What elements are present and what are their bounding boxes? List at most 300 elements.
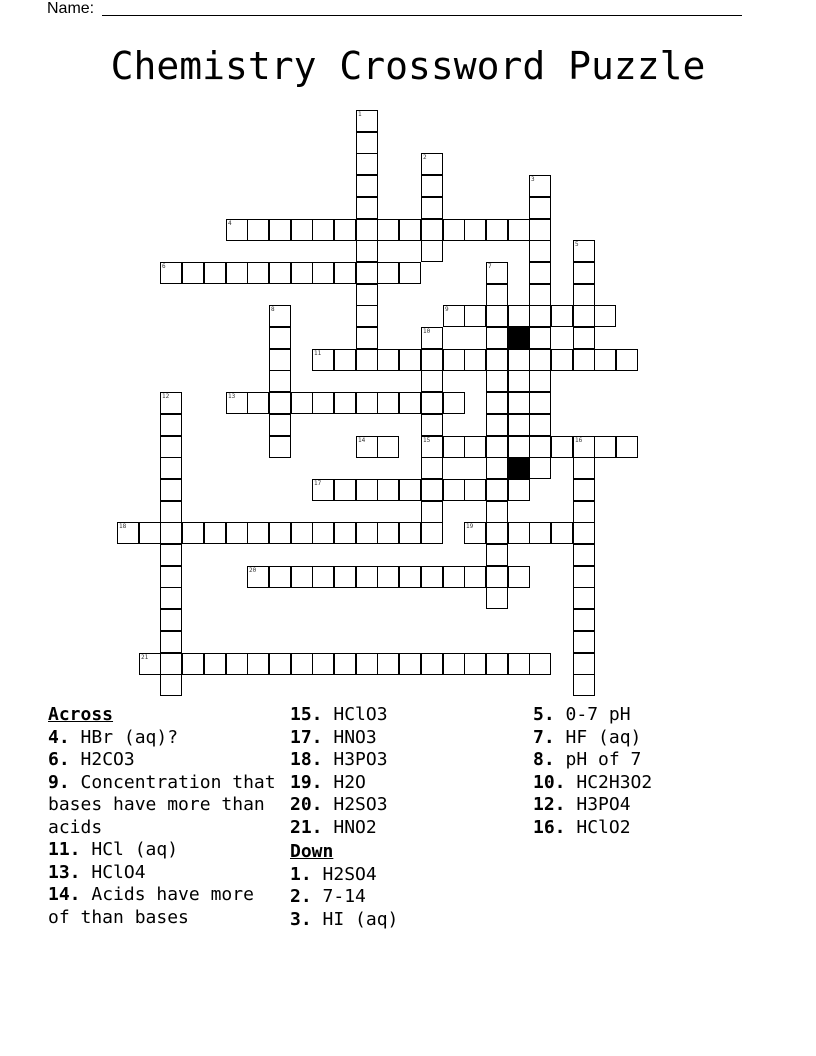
across-clue — [290, 727, 525, 750]
grid-cell[interactable] — [529, 414, 551, 436]
grid-cell[interactable] — [529, 327, 551, 349]
across-clue — [290, 817, 525, 840]
grid-cell[interactable] — [573, 349, 595, 371]
grid-cell[interactable] — [529, 392, 551, 414]
grid-cell[interactable] — [573, 284, 595, 306]
clue-text: pH of 7 — [565, 749, 642, 770]
clue-number: 17. — [290, 726, 323, 748]
grid-cell[interactable] — [204, 522, 226, 544]
grid-cell[interactable] — [182, 262, 204, 284]
grid-cell[interactable] — [508, 653, 530, 675]
grid-cell[interactable] — [356, 110, 378, 132]
grid-cell[interactable] — [160, 674, 182, 696]
across-clue — [290, 704, 525, 727]
grid-cell[interactable] — [139, 522, 161, 544]
grid-cell[interactable] — [291, 653, 313, 675]
grid-cell[interactable] — [269, 436, 291, 458]
grid-cell[interactable] — [226, 262, 248, 284]
grid-cell[interactable] — [160, 501, 182, 523]
grid-cell[interactable] — [247, 392, 269, 414]
across-clue — [48, 727, 280, 750]
down-clue — [533, 794, 773, 817]
clue-number: 16. — [533, 816, 566, 838]
grid-cell[interactable] — [377, 522, 399, 544]
grid-cell[interactable] — [312, 522, 334, 544]
grid-cell[interactable] — [182, 522, 204, 544]
clue-column-1 — [48, 704, 280, 929]
grid-cell[interactable] — [443, 653, 465, 675]
clue-number: 5. — [533, 704, 555, 725]
grid-cell[interactable] — [529, 436, 551, 458]
grid-cell[interactable] — [399, 653, 421, 675]
grid-cell[interactable] — [529, 457, 551, 479]
grid-cell[interactable] — [421, 370, 443, 392]
grid-cell[interactable] — [486, 349, 508, 371]
clue-text: HClO4 — [91, 861, 146, 883]
grid-cell[interactable] — [443, 479, 465, 501]
grid-cell[interactable] — [421, 566, 443, 588]
grid-cell[interactable] — [269, 522, 291, 544]
grid-cell[interactable] — [486, 479, 508, 501]
grid-cell[interactable] — [421, 240, 443, 262]
grid-cell[interactable] — [443, 436, 465, 458]
grid-cell[interactable] — [160, 631, 182, 653]
grid-cell[interactable] — [508, 522, 530, 544]
across-clue-list-part-2 — [290, 704, 525, 839]
cell-number: 18 — [119, 523, 127, 530]
grid-cell[interactable] — [334, 219, 356, 241]
grid-cell[interactable] — [508, 436, 530, 458]
grid-cell[interactable] — [529, 349, 551, 371]
grid-cell[interactable] — [486, 653, 508, 675]
grid-cell[interactable] — [160, 392, 182, 414]
across-clue — [290, 794, 525, 817]
cell-number: 9 — [445, 306, 449, 313]
clue-number: 11. — [48, 839, 81, 860]
grid-cell[interactable] — [160, 609, 182, 631]
grid-cell[interactable] — [269, 349, 291, 371]
grid-cell[interactable] — [551, 349, 573, 371]
grid-cell[interactable] — [312, 479, 334, 501]
grid-cell[interactable] — [226, 392, 248, 414]
down-clue — [290, 909, 525, 932]
grid-cell[interactable] — [486, 327, 508, 349]
grid-cell[interactable] — [508, 219, 530, 241]
across-clue — [48, 884, 280, 929]
grid-cell[interactable] — [334, 566, 356, 588]
clue-number: 18. — [290, 749, 323, 770]
cell-number: 20 — [249, 567, 257, 574]
grid-cell[interactable] — [399, 349, 421, 371]
grid-cell[interactable] — [247, 262, 269, 284]
grid-cell[interactable] — [356, 653, 378, 675]
grid-cell[interactable] — [399, 392, 421, 414]
clue-number: 8. — [533, 749, 555, 770]
grid-cell[interactable] — [573, 262, 595, 284]
clue-text: H3PO4 — [576, 794, 631, 815]
grid-cell[interactable] — [269, 392, 291, 414]
grid-cell[interactable] — [529, 305, 551, 327]
grid-cell[interactable] — [486, 370, 508, 392]
grid-cell[interactable] — [486, 544, 508, 566]
grid-cell[interactable] — [312, 262, 334, 284]
name-label: Name: — [47, 0, 95, 17]
down-clue — [290, 886, 525, 909]
grid-cell[interactable] — [464, 653, 486, 675]
grid-cell[interactable] — [486, 262, 508, 284]
grid-cell[interactable] — [508, 392, 530, 414]
grid-cell[interactable] — [464, 436, 486, 458]
grid-cell[interactable] — [486, 522, 508, 544]
grid-cell[interactable] — [421, 457, 443, 479]
grid-cell[interactable] — [377, 262, 399, 284]
cell-number: 15 — [423, 437, 431, 444]
grid-cell[interactable] — [616, 349, 638, 371]
grid-cell[interactable] — [204, 653, 226, 675]
clue-number: 4. — [48, 726, 70, 748]
grid-cell[interactable] — [573, 609, 595, 631]
across-clue — [48, 839, 280, 862]
grid-cell[interactable] — [594, 349, 616, 371]
across-heading: Across — [48, 704, 114, 725]
across-clue-list-part-1 — [48, 727, 280, 930]
grid-cell[interactable] — [573, 522, 595, 544]
grid-cell[interactable] — [377, 392, 399, 414]
clue-text: HBr (aq)? — [80, 726, 179, 748]
grid-cell[interactable] — [529, 240, 551, 262]
grid-cell[interactable] — [421, 414, 443, 436]
grid-cell[interactable] — [269, 305, 291, 327]
grid-cell[interactable] — [377, 479, 399, 501]
grid-cell[interactable] — [421, 392, 443, 414]
grid-cell[interactable] — [356, 132, 378, 154]
down-clue — [533, 772, 773, 795]
clue-text: H3PO3 — [333, 749, 388, 770]
cell-number: 19 — [466, 523, 474, 530]
grid-cell[interactable] — [421, 219, 443, 241]
clue-number: 19. — [290, 771, 323, 793]
grid-cell[interactable] — [421, 175, 443, 197]
grid-cell[interactable] — [247, 653, 269, 675]
cell-number: 10 — [423, 328, 431, 335]
clue-text: 0-7 pH — [565, 704, 631, 725]
grid-cell[interactable] — [573, 566, 595, 588]
grid-cell[interactable] — [573, 240, 595, 262]
grid-cell[interactable] — [594, 305, 616, 327]
grid-cell[interactable] — [508, 349, 530, 371]
grid-cell[interactable] — [573, 436, 595, 458]
grid-cell[interactable] — [269, 566, 291, 588]
clue-number: 20. — [290, 794, 323, 815]
clue-number: 12. — [533, 794, 566, 815]
grid-cell[interactable] — [226, 653, 248, 675]
grid-cell[interactable] — [160, 653, 182, 675]
grid-cell[interactable] — [117, 522, 139, 544]
clue-number: 10. — [533, 771, 566, 793]
clue-column-2 — [290, 704, 525, 931]
grid-cell[interactable] — [377, 436, 399, 458]
grid-cell[interactable] — [508, 414, 530, 436]
grid-cell[interactable] — [529, 370, 551, 392]
grid-cell[interactable] — [551, 522, 573, 544]
down-heading: Down — [290, 841, 334, 862]
clue-text: HNO2 — [333, 816, 377, 838]
grid-cell[interactable] — [486, 219, 508, 241]
grid-cell[interactable] — [443, 566, 465, 588]
clue-text: H2SO4 — [322, 863, 377, 885]
grid-cell[interactable] — [226, 522, 248, 544]
grid-cell[interactable] — [269, 327, 291, 349]
grid-cell[interactable] — [421, 153, 443, 175]
cell-number: 8 — [271, 306, 275, 313]
grid-cell[interactable] — [464, 522, 486, 544]
clue-column-3 — [533, 704, 773, 839]
grid-cell[interactable] — [160, 587, 182, 609]
grid-cell[interactable] — [160, 544, 182, 566]
clue-text: Acids have more of than bases — [48, 884, 254, 928]
cell-number: 14 — [358, 437, 366, 444]
clue-number: 9. — [48, 771, 70, 793]
grid-cell[interactable] — [377, 349, 399, 371]
grid-cell[interactable] — [421, 479, 443, 501]
clue-number: 21. — [290, 816, 323, 838]
grid-cell[interactable] — [573, 631, 595, 653]
clue-text: Concentration that bases have more than acids — [48, 771, 276, 838]
clue-number: 1. — [290, 863, 312, 885]
grid-cell[interactable] — [443, 392, 465, 414]
clue-text: HClO2 — [576, 816, 631, 838]
grid-cell-black — [508, 327, 530, 349]
grid-cell[interactable] — [529, 197, 551, 219]
grid-cell[interactable] — [291, 566, 313, 588]
grid-cell[interactable] — [356, 284, 378, 306]
grid-cell[interactable] — [269, 370, 291, 392]
cell-number: 5 — [575, 241, 579, 248]
grid-cell[interactable] — [529, 175, 551, 197]
grid-cell[interactable] — [421, 653, 443, 675]
grid-cell[interactable] — [486, 305, 508, 327]
grid-cell[interactable] — [312, 566, 334, 588]
grid-cell[interactable] — [334, 522, 356, 544]
grid-cell[interactable] — [269, 219, 291, 241]
grid-cell[interactable] — [464, 349, 486, 371]
cell-number: 6 — [162, 263, 166, 270]
across-clue — [48, 749, 280, 772]
grid-cell[interactable] — [594, 436, 616, 458]
down-clue-list-part-1 — [290, 864, 525, 932]
clue-text: H2O — [333, 771, 366, 793]
grid-cell[interactable] — [356, 153, 378, 175]
grid-cell[interactable] — [464, 566, 486, 588]
grid-cell[interactable] — [312, 392, 334, 414]
clue-number: 2. — [290, 886, 312, 907]
grid-cell[interactable] — [160, 262, 182, 284]
grid-cell[interactable] — [399, 479, 421, 501]
grid-cell[interactable] — [508, 370, 530, 392]
grid-cell[interactable] — [160, 522, 182, 544]
grid-cell[interactable] — [486, 457, 508, 479]
grid-cell[interactable] — [486, 566, 508, 588]
grid-cell[interactable] — [247, 522, 269, 544]
cell-number: 1 — [358, 111, 362, 118]
grid-cell[interactable] — [421, 522, 443, 544]
grid-cell[interactable] — [399, 566, 421, 588]
grid-cell[interactable] — [616, 436, 638, 458]
clue-number: 6. — [48, 749, 70, 770]
grid-cell[interactable] — [443, 219, 465, 241]
down-clue-list-part-2 — [533, 704, 773, 839]
grid-cell[interactable] — [573, 305, 595, 327]
down-clue — [290, 864, 525, 887]
grid-cell[interactable] — [443, 349, 465, 371]
clue-text: HI (aq) — [322, 908, 399, 930]
grid-cell[interactable] — [529, 522, 551, 544]
down-clue — [533, 727, 773, 750]
grid-cell[interactable] — [421, 501, 443, 523]
grid-cell[interactable] — [334, 653, 356, 675]
grid-cell[interactable] — [226, 219, 248, 241]
grid-cell[interactable] — [529, 262, 551, 284]
grid-cell[interactable] — [356, 349, 378, 371]
grid-cell[interactable] — [573, 587, 595, 609]
grid-cell[interactable] — [377, 653, 399, 675]
down-clue — [533, 817, 773, 840]
grid-cell[interactable] — [356, 240, 378, 262]
down-clue — [533, 749, 773, 772]
cell-number: 16 — [575, 437, 583, 444]
grid-cell[interactable] — [573, 544, 595, 566]
grid-cell[interactable] — [399, 522, 421, 544]
clue-text: H2CO3 — [80, 749, 135, 770]
grid-cell[interactable] — [464, 479, 486, 501]
cell-number: 11 — [314, 350, 322, 357]
grid-cell[interactable] — [356, 392, 378, 414]
grid-cell[interactable] — [291, 522, 313, 544]
grid-cell[interactable] — [269, 262, 291, 284]
clue-text: H2SO3 — [333, 794, 388, 815]
grid-cell[interactable] — [551, 305, 573, 327]
grid-cell[interactable] — [486, 414, 508, 436]
grid-cell[interactable] — [486, 587, 508, 609]
grid-cell[interactable] — [291, 219, 313, 241]
cell-number: 21 — [141, 654, 149, 661]
grid-cell[interactable] — [291, 392, 313, 414]
grid-cell[interactable] — [334, 392, 356, 414]
cell-number: 2 — [423, 154, 427, 161]
grid-cell[interactable] — [399, 219, 421, 241]
grid-cell[interactable] — [421, 349, 443, 371]
clue-text: HNO3 — [333, 726, 377, 748]
clue-text: HC2H3O2 — [576, 771, 653, 793]
clue-text: HCl (aq) — [91, 839, 179, 860]
grid-cell[interactable] — [486, 392, 508, 414]
grid-cell[interactable] — [421, 436, 443, 458]
across-clue — [48, 772, 280, 840]
grid-cell[interactable] — [356, 522, 378, 544]
across-clue — [290, 772, 525, 795]
clue-number: 13. — [48, 861, 81, 883]
grid-cell[interactable] — [443, 305, 465, 327]
grid-cell[interactable] — [464, 305, 486, 327]
grid-cell[interactable] — [464, 219, 486, 241]
grid-cell[interactable] — [160, 479, 182, 501]
grid-cell[interactable] — [334, 349, 356, 371]
grid-cell[interactable] — [421, 327, 443, 349]
grid-cell[interactable] — [573, 327, 595, 349]
grid-cell[interactable] — [356, 262, 378, 284]
grid-cell[interactable] — [529, 219, 551, 241]
grid-cell[interactable] — [356, 219, 378, 241]
grid-cell[interactable] — [160, 414, 182, 436]
cell-number: 12 — [162, 393, 170, 400]
grid-cell[interactable] — [247, 219, 269, 241]
grid-cell[interactable] — [573, 674, 595, 696]
grid-cell[interactable] — [356, 566, 378, 588]
grid-cell[interactable] — [356, 436, 378, 458]
grid-cell[interactable] — [486, 501, 508, 523]
grid-cell[interactable] — [529, 653, 551, 675]
across-clue — [48, 862, 280, 885]
grid-cell[interactable] — [356, 305, 378, 327]
grid-cell[interactable] — [160, 436, 182, 458]
grid-cell[interactable] — [312, 349, 334, 371]
grid-cell-black — [508, 457, 530, 479]
grid-cell[interactable] — [508, 479, 530, 501]
grid-cell[interactable] — [508, 566, 530, 588]
grid-cell[interactable] — [334, 262, 356, 284]
across-clue — [290, 749, 525, 772]
grid-cell[interactable] — [356, 175, 378, 197]
grid-cell[interactable] — [356, 479, 378, 501]
grid-cell[interactable] — [486, 284, 508, 306]
cell-number: 13 — [228, 393, 236, 400]
grid-cell[interactable] — [291, 262, 313, 284]
grid-cell[interactable] — [551, 436, 573, 458]
grid-cell[interactable] — [312, 653, 334, 675]
clue-number: 7. — [533, 726, 555, 748]
clue-text: HClO3 — [333, 704, 388, 725]
grid-cell[interactable] — [573, 479, 595, 501]
cell-number: 17 — [314, 480, 322, 487]
grid-cell[interactable] — [160, 457, 182, 479]
grid-cell[interactable] — [377, 219, 399, 241]
grid-cell[interactable] — [312, 219, 334, 241]
grid-cell[interactable] — [356, 197, 378, 219]
grid-cell[interactable] — [573, 501, 595, 523]
grid-cell[interactable] — [573, 457, 595, 479]
clue-text: 7-14 — [322, 886, 366, 907]
page-title: Chemistry Crossword Puzzle — [110, 44, 706, 88]
grid-cell[interactable] — [486, 436, 508, 458]
cell-number: 7 — [488, 263, 492, 270]
grid-cell[interactable] — [529, 284, 551, 306]
grid-cell[interactable] — [356, 327, 378, 349]
cell-number: 4 — [228, 220, 232, 227]
grid-cell[interactable] — [508, 305, 530, 327]
grid-cell[interactable] — [377, 566, 399, 588]
grid-cell[interactable] — [573, 653, 595, 675]
grid-cell[interactable] — [139, 653, 161, 675]
grid-cell[interactable] — [399, 262, 421, 284]
grid-cell[interactable] — [334, 479, 356, 501]
grid-cell[interactable] — [269, 653, 291, 675]
grid-cell[interactable] — [160, 566, 182, 588]
grid-cell[interactable] — [269, 414, 291, 436]
grid-cell[interactable] — [204, 262, 226, 284]
grid-cell[interactable] — [247, 566, 269, 588]
grid-cell[interactable] — [182, 653, 204, 675]
grid-cell[interactable] — [421, 197, 443, 219]
